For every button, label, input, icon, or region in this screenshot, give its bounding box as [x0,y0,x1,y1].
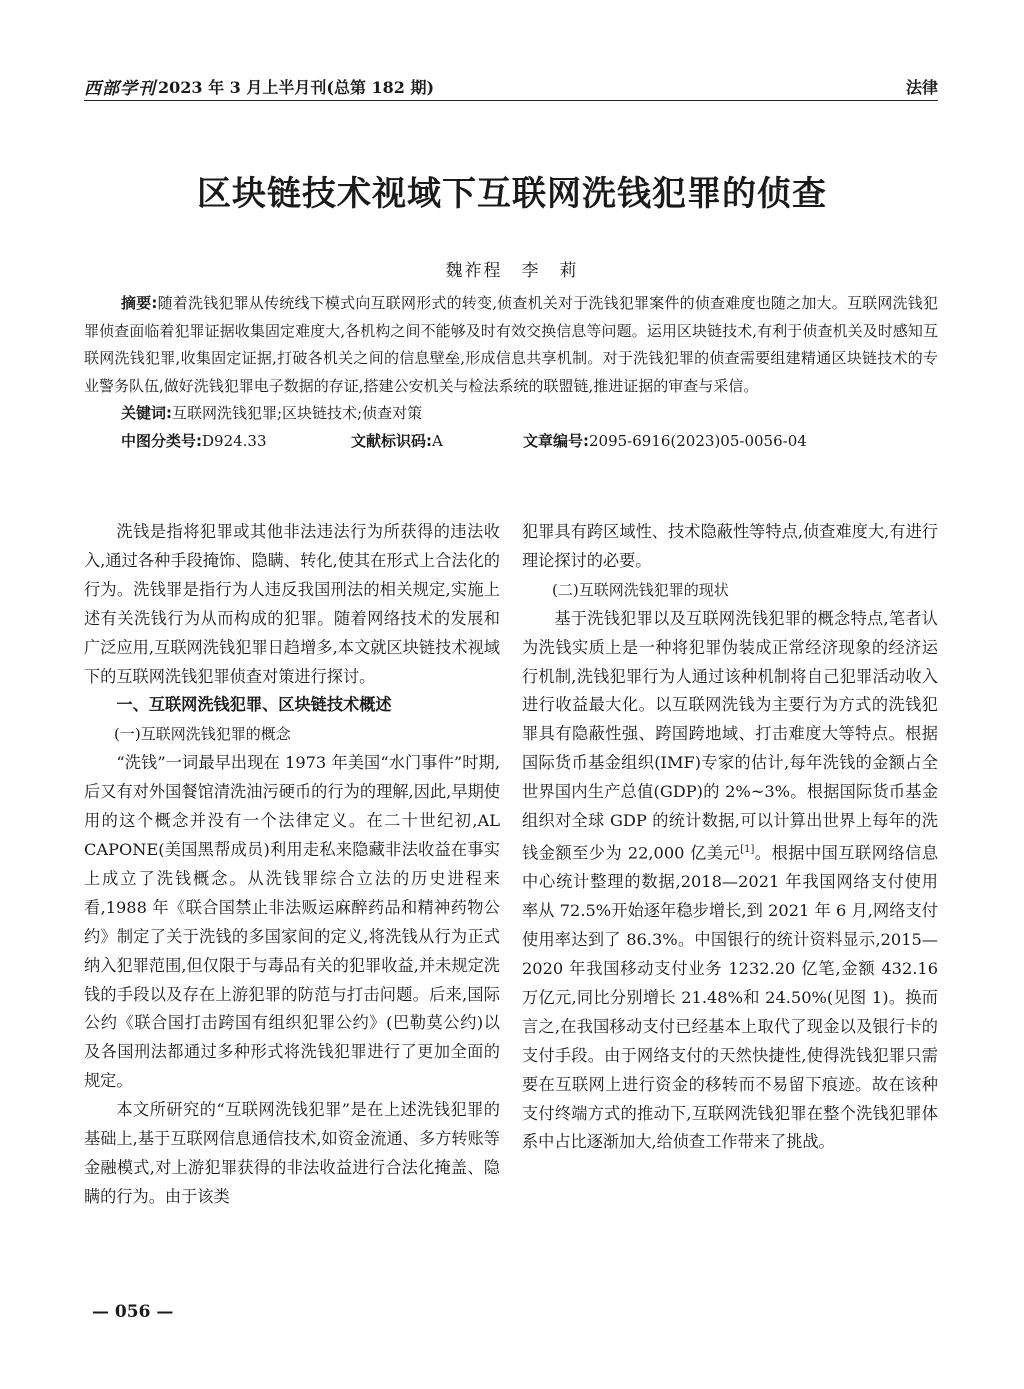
article-id-label: 文章编号: [523,431,589,450]
definition-paragraph: 本文所研究的“互联网洗钱犯罪”是在上述洗钱犯罪的基础上,基于互联网信息通信技术,如资金流通、多方转账等金融模式,对上游犯罪获得的非法收益进行合法化掩盖、隐瞒的行为。由于该类 [84,1100,500,1206]
article-id-cell [523,428,807,456]
clc-cell [121,428,351,456]
page-number: — 056 — [92,1302,174,1322]
running-header [84,72,938,100]
intro-paragraph: 洗钱是指将犯罪或其他非法违法行为所获得的违法收入,通过各种手段掩饰、隐瞒、转化,使其在形式上合法化的行为。洗钱罪是指行为人违反我国刑法的相关规定,实施上述有关洗钱行为从而构成的犯罪。随着网络技术的发展和广泛应用,互联网洗钱犯罪日趋增多,本文就区块链技术视域下的互联网洗钱犯罪侦查对策进行探讨。 [84,522,500,686]
doc-code-value: A [432,431,443,450]
doc-code-label: 文献标识码: [351,431,432,450]
status-text-b: 。根据中国互联网络信息中心统计整理的数据,2018—2021 年我国网络支付使用率从 72.5%开始逐年稳步增长,到 2021 年 6 月,网络支付使用率达到了 86.3%。中国银行的统计资料显示,2015—2020 年我国移动支付业务 1232.20 亿笔,金额 432.16 万亿元,同比分别增长 21.48%和 24.50%(见图 1)。换而言之,在我国移动支付已经基本上取代了现金以及银行卡的支付手段。由于网络支付的天然快捷性,使得洗钱犯罪只需要在互联网上进行资金的移转而不易留下痕迹。故在该种支付终端方式的推动下,互联网洗钱犯罪在整个洗钱犯罪体系中占比逐渐加大,给侦查工作带来了挑战。 [522,843,939,1152]
journal-info [84,74,434,99]
status-text-a: 基于洗钱犯罪以及互联网洗钱犯罪的概念特点,笔者认为洗钱实质上是一种将犯罪伪装成正常经济现象的经济运行机制,洗钱犯罪行为人通过该种机制将自己犯罪活动收入进行收益最大化。以互联网洗钱为主要行为方式的洗钱犯罪具有隐蔽性强、跨国跨地域、打击难度大等特点。根据国际货币基金组织(IMF)专家的估计,每年洗钱的金额占全世界国内生产总值(GDP)的 2%~3%。根据国际货币基金组织对全球 GDP 的统计数据,可以计算出世界上每年的洗钱金额至少为 22,000 亿美元 [522,608,938,863]
keywords-text: 互联网洗钱犯罪;区块链技术;侦查对策 [172,404,423,422]
classification [84,428,938,456]
continued-paragraph: 犯罪具有跨区域性、技术隐蔽性等特点,侦查难度大,有进行理论探讨的必要。 [522,522,938,570]
article-title: 区块链技术视域下互联网洗钱犯罪的侦查 [197,174,827,214]
journal-logo: 西部学刊 [84,78,156,99]
subsection-heading-1-2: (二)互联网洗钱犯罪的现状 [552,580,729,599]
abstract [84,290,938,400]
clc-value: D924.33 [202,431,267,450]
doc-code-cell [351,428,523,456]
keywords [84,400,938,428]
subsection-heading-1-1: (一)互联网洗钱犯罪的概念 [114,725,291,744]
header-rule [84,100,938,101]
article-meta [84,290,938,455]
issue-info: 2023 年 3 月上半月刊(总第 182 期) [158,77,435,97]
citation-ref: [1] [740,843,755,855]
clc-label: 中图分类号: [121,431,202,450]
section-heading-1: 一、互联网洗钱犯罪、区块链技术概述 [116,695,392,715]
concept-paragraph: “洗钱”一词最早出现在 1973 年美国“水门事件”时期,后又有对外国餐馆清洗油污硬币的行为的理解,因此,早期使用的这个概念并没有一个法律定义。在二十世纪初,AL CAPONE(美国黑帮成员)利用走私来隐藏非法收益在事实上成立了洗钱概念。从洗钱罪综合立法的历史进程来看,1988 年《联合国禁止非法贩运麻醉药品和精神药物公约》制定了关于洗钱的多国家间的定义,将洗钱从行为正式纳入犯罪范围,但仅限于与毒品有关的犯罪收益,并未规定洗钱的手段以及存在上游犯罪的防范与打击问题。后来,国际公约《联合国打击跨国有组织犯罪公约》(巴勒莫公约)以及各国刑法都通过多种形式将洗钱犯罪进行了更加全面的规定。 [84,753,500,1091]
article-id-value: 2095-6916(2023)05-0056-04 [589,431,807,450]
left-column [84,518,500,1212]
keywords-label: 关键词: [121,404,172,422]
abstract-text: 随着洗钱犯罪从传统线下模式向互联网形式的转变,侦查机关对于洗钱犯罪案件的侦查难度也随之加大。互联网洗钱犯罪侦查面临着犯罪证据收集固定难度大,各机构之间不能够及时有效交换信息等问题。运用区块链技术,有利于侦查机关及时感知互联网洗钱犯罪,收集固定证据,打破各机关之间的信息壁垒,形成信息共享机制。对于洗钱犯罪的侦查需要组建精通区块链技术的专业警务队伍,做好洗钱犯罪电子数据的存证,搭建公安机关与检法系统的联盟链,推进证据的审查与采信。 [84,294,938,395]
status-paragraph [522,605,938,1158]
section-label: 法律 [905,77,938,97]
abstract-label: 摘要: [121,294,158,312]
authors: 魏祚程 李 莉 [445,261,579,281]
right-column [522,518,938,1157]
